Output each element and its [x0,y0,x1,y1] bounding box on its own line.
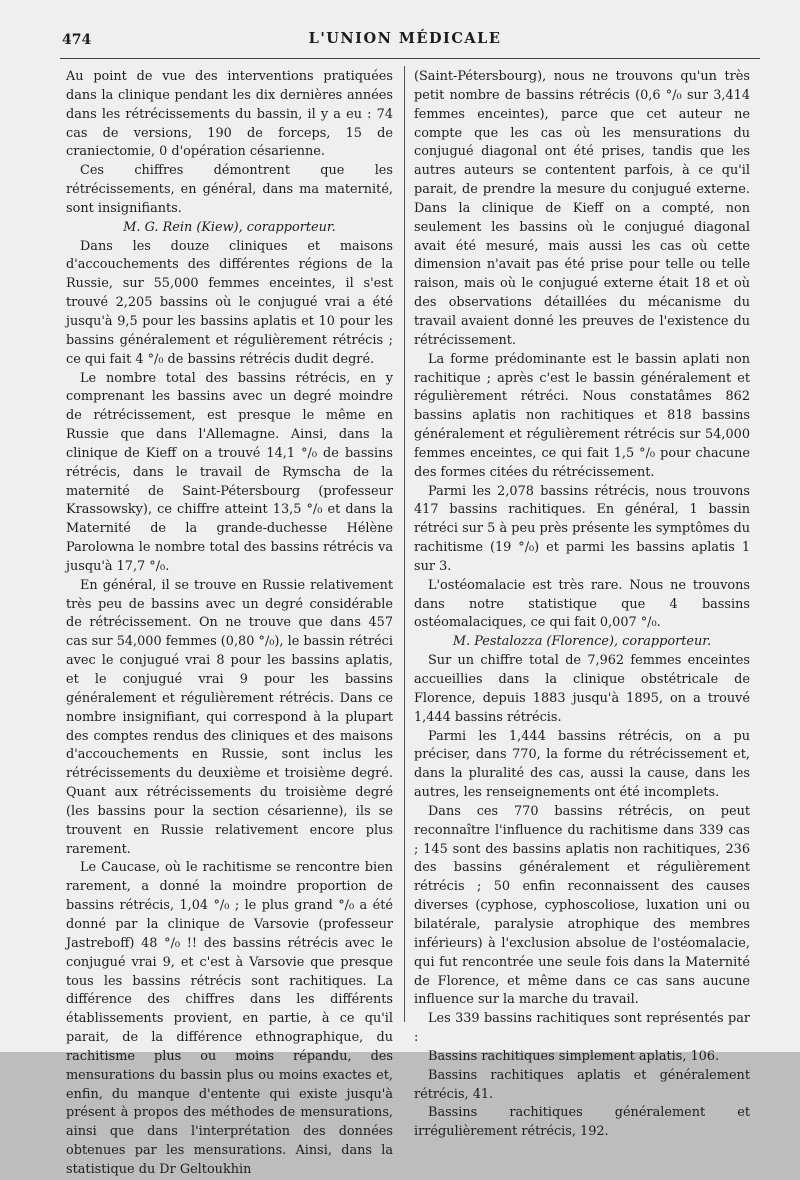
list-line: Bassins rachitiques simplement aplatis, 106. [428,1048,720,1064]
paragraph: Le Caucase, où le rachitisme se rencontre bien rarement, a donné la moindre proportion de bassins rétrécis, 1,04 °/₀ ; le plus grand °/₀ a été donné par la clinique de Varsovie (professeur Jastreboff) 48 °/₀ !! des bassins rétrécis avec le conjugué vrai 9, et c'est à Varsovie que presque tous les bassins rétrécis sont rachitiques. La différence des chiffres dans les différents établissements provient, en partie, à ce qu'il parait, de la différence ethnographique, du rachitisme plus ou moins répandu, des mensurations du bassin plus ou moins exactes et, enfin, du manque d'entente qui existe jusqu'à présent à propos des méthodes de mensurations, ainsi que dans l'interprétation des données obtenues par les mensurations. Ainsi, dans la statistique du Dr Geltoukhin [66,860,393,1177]
paragraph: Parmi les 1,444 bassins rétrécis, on a pu préciser, dans 770, la forme du rétrécissement et, dans la pluralité des cas, aussi la cause, dans les autres, les renseignements ont été incomplets. [414,728,750,801]
left-column [66,68,393,1180]
right-column [414,68,750,1142]
paragraph: Parmi les 2,078 bassins rétrécis, nous trouvons 417 bassins rachitiques. En général, 1 bassin rétréci sur 5 à peu près présente les symptômes du rachitisme (19 °/₀) et parmi les bassins aplatis 1 sur 3. [414,483,750,574]
speaker-byline: M. G. Rein (Kiew), corapporteur. [123,219,336,235]
column-divider [404,66,405,1022]
journal-title: L'UNION MÉDICALE [308,30,502,47]
paragraph: Le nombre total des bassins rétrécis, en y comprenant les bassins avec un degré moindre de rétrécissement, est presque le même en Russie que dans l'Allemagne. Ainsi, dans la clinique de Kieff on a trouvé 14,1 °/₀ de bassins rétrécis, dans le travail de Rymscha de la maternité de Saint-Pétersbourg (professeur Krassowsky), ce chiffre atteint 13,5 °/₀ et dans la Maternité de la grande-duchesse Hélène Parolowna le nombre total des bassins rétrécis va jusqu'à 17,7 °/₀. [66,370,393,574]
paragraph: Sur un chiffre total de 7,962 femmes enceintes accueillies dans la clinique obstétricale de Florence, depuis 1883 jusqu'à 1895, on a trouvé 1,444 bassins rétrécis. [414,653,750,725]
paragraph: En général, il se trouve en Russie relativement très peu de bassins avec un degré considérable de rétrécissement. On ne trouve que dans 457 cas sur 54,000 femmes (0,80 °/₀), le bassin rétréci avec le conjugué vrai 8 pour les bassins aplatis, et le conjugué vrai 9 pour les bassins généralement et régulièrement rétrécis. Dans ce nombre insignifiant, qui correspond à la plupart des comptes rendus des cliniques et des maisons d'accouchements en Russie, sont inclus les rétrécissements du deuxième et troisième degré. Quant aux rétrécissements du troisième degré (les bassins pour la section césarienne), ils se trouvent en Russie relativement encore plus rarement. [66,577,393,857]
page-number: 474 [62,32,92,48]
paragraph: L'ostéomalacie est très rare. Nous ne trouvons dans notre statistique que 4 bassins ostéomalaciques, ce qui fait 0,007 °/₀. [414,577,750,631]
paragraph: Au point de vue des interventions pratiquées dans la clinique pendant les dix dernières années dans les rétrécissements du bassin, il y a eu : 74 cas de versions, 190 de forceps, 15 de craniectomie, 0 d'opération césarienne. [66,69,393,160]
paragraph: (Saint-Pétersbourg), nous ne trouvons qu'un très petit nombre de bassins rétrécis (0,6 °/₀ sur 3,414 femmes enceintes), parce que cet auteur ne compte que les cas où les mensurations du conjugué diagonal ont été prises, tandis que les autres auteurs se contentent parfois, à ce qu'il parait, de prendre la mesure du conjugué externe. Dans la clinique de Kieff on a compté, non seulement les bassins où le conjugué diagonal avait été mesuré, mais aussi les cas où cette dimension n'avait pas été prise pour telle ou telle raison, mais où le conjugué externe était 18 et où des observations détaillées du mécanisme du travail avaient donné les preuves de l'existence du rétrécissement. [414,69,750,348]
page-header [50,28,760,52]
list-line: Bassins rachitiques généralement et irrégulièrement rétrécis, 192. [414,1105,750,1140]
paragraph: Dans ces 770 bassins rétrécis, on peut reconnaître l'influence du rachitisme dans 339 cas ; 145 sont des bassins aplatis non rachitiques, 236 des bassins généralement et régulièrement rétrécis ; 50 enfin reconnaissent des causes diverses (cyphose, cyphoscoliose, luxation uni ou bilatérale, paralysie atrophique des membres inférieurs) à l'exclusion absolue de l'ostéomalacie, qui fut rencontrée une seule fois dans la Maternité de Florence, et même dans ce cas sans aucune influence sur la marche du travail. [414,803,750,1008]
header-rule [60,58,760,59]
speaker-byline: M. Pestalozza (Florence), corapporteur. [452,634,712,650]
paragraph: Les 339 bassins rachitiques sont représentés par : [414,1011,750,1046]
list-line: Bassins rachitiques aplatis et généralement rétrécis, 41. [414,1067,750,1102]
paragraph: La forme prédominante est le bassin aplati non rachitique ; après c'est le bassin généralement et régulièrement rétréci. Nous constatâmes 862 bassins aplatis non rachitiques et 818 bassins généralement et régulièrement rétrécis sur 54,000 femmes enceintes, ce qui fait 1,5 °/₀ pour chacune des formes citées du rétrécissement. [414,351,750,480]
paragraph: Ces chiffres démontrent que les rétrécissements, en général, dans ma maternité, sont insignifiants. [66,163,393,216]
paragraph: Dans les douze cliniques et maisons d'accouchements des différentes régions de la Russie, sur 55,000 femmes enceintes, il s'est trouvé 2,205 bassins où le conjugué vrai a été jusqu'à 9,5 pour les bassins aplatis et 10 pour les bassins généralement et régulièrement rétrécis ; ce qui fait 4 °/₀ de bassins rétrécis dudit degré. [66,238,393,367]
